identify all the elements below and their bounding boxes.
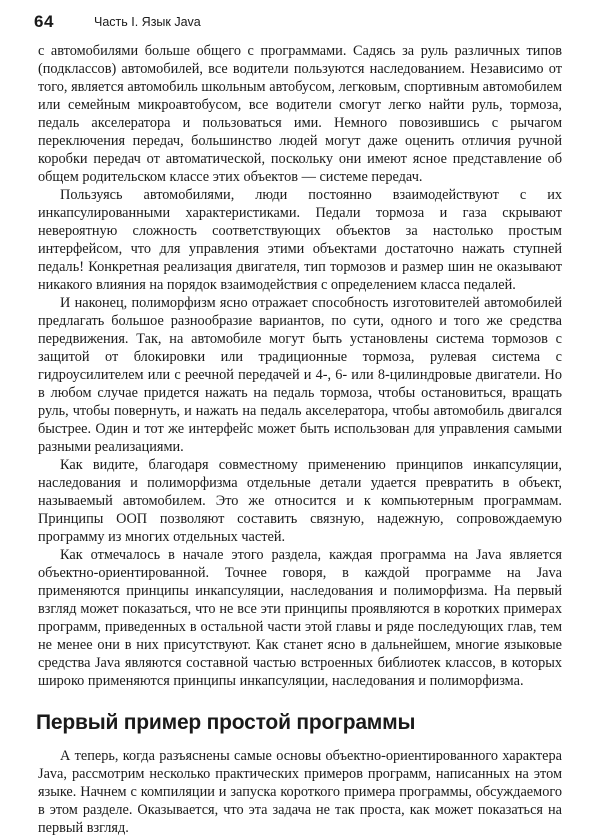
paragraph-first-program-intro: А теперь, когда разъяснены самые основы объектно-ориентированного характера Java, рассмотрим несколько практических примеров программ, написанных на этом языке. Начнем с компиляции и запуска короткого примера программы, обсуждаемого в этом разделе. Оказывается, что эта задача не так проста, как может показаться на первый взгляд. bbox=[38, 748, 562, 836]
running-title: Часть I. Язык Java bbox=[94, 15, 201, 29]
paragraph-polymorphism: И наконец, полиморфизм ясно отражает способность изготовителей автомобилей предлагать большое разнообразие вариантов, по сути, одного и того же средства передвижения. Так, на автомобиле могут быть установлены система тормозов с защитой от блокировки или традиционные тормоза, рулевая система с гидроусилителем или с реечной передачей и 4-, 6- или 8-цилиндровые двигатели. Но в любом случае придется нажать на педаль тормоза, чтобы остановиться, вращать руль, чтобы повернуть, и нажать на педаль акселератора, чтобы автомобиль двигался быстрее. Один и тот же интерфейс может быть использован для управления самыми разными реализациями. bbox=[38, 295, 562, 455]
book-page bbox=[34, 0, 562, 836]
paragraph-inheritance-continued: с автомобилями больше общего с программами. Садясь за руль различных типов (подклассов) автомобилей, все водители пользуются наследованием. Независимо от того, является автомобиль школьным автобусом, легковым, спортивным автомобилем или семейным микроавтобусом, все водители смогут легко найти руль, тормоза, педаль акселератора и пользоваться ими. Немного повозившись с рычагом переключения передач, большинство людей могут даже оценить отличия ручной коробки передач от автоматической, поскольку они имеют ясное представление об общем родительском классе этих объектов — системе передач. bbox=[38, 43, 562, 185]
running-header bbox=[34, 12, 562, 36]
page-number: 64 bbox=[34, 12, 54, 31]
section-heading: Первый пример простой программы bbox=[36, 711, 416, 734]
paragraph-encapsulation: Пользуясь автомобилями, люди постоянно взаимодействуют с их инкапсулированными характеристиками. Педали тормоза и газа скрывают невероятную сложность соответствующих объектов за настолько простым интерфейсом, что для управления этими объектами достаточно нажать ступней педаль! Конкретная реализация двигателя, тип тормозов и размер шин не оказывают никакого влияния на порядок взаимодействия с определением класса педалей. bbox=[38, 187, 562, 293]
paragraph-combined-principles: Как видите, благодаря совместному применению принципов инкапсуляции, наследования и полиморфизма отдельные детали удается превратить в объект, называемый автомобилем. Это же относится и к компьютерным программам. Принципы ООП позволяют составить связную, надежную, сопровождаемую программу из многих отдельных частей. bbox=[38, 457, 562, 545]
body-text bbox=[38, 42, 562, 837]
paragraph-java-oop: Как отмечалось в начале этого раздела, каждая программа на Java является объектно-ориентированной. Точнее говоря, в каждой программе на Java применяются принципы инкапсуляции, наследования и полиморфизма. На первый взгляд может показаться, что не все эти принципы проявляются в коротких примерах программ, приведенных в остальной части этой главы и ряде последующих глав, тем не менее они в них присутствуют. Как станет ясно в дальнейшем, многие языковые средства Java являются составной частью встроенных библиотек классов, в которых широко применяются принципы инкапсуляции, наследования и полиморфизма. bbox=[38, 547, 562, 689]
